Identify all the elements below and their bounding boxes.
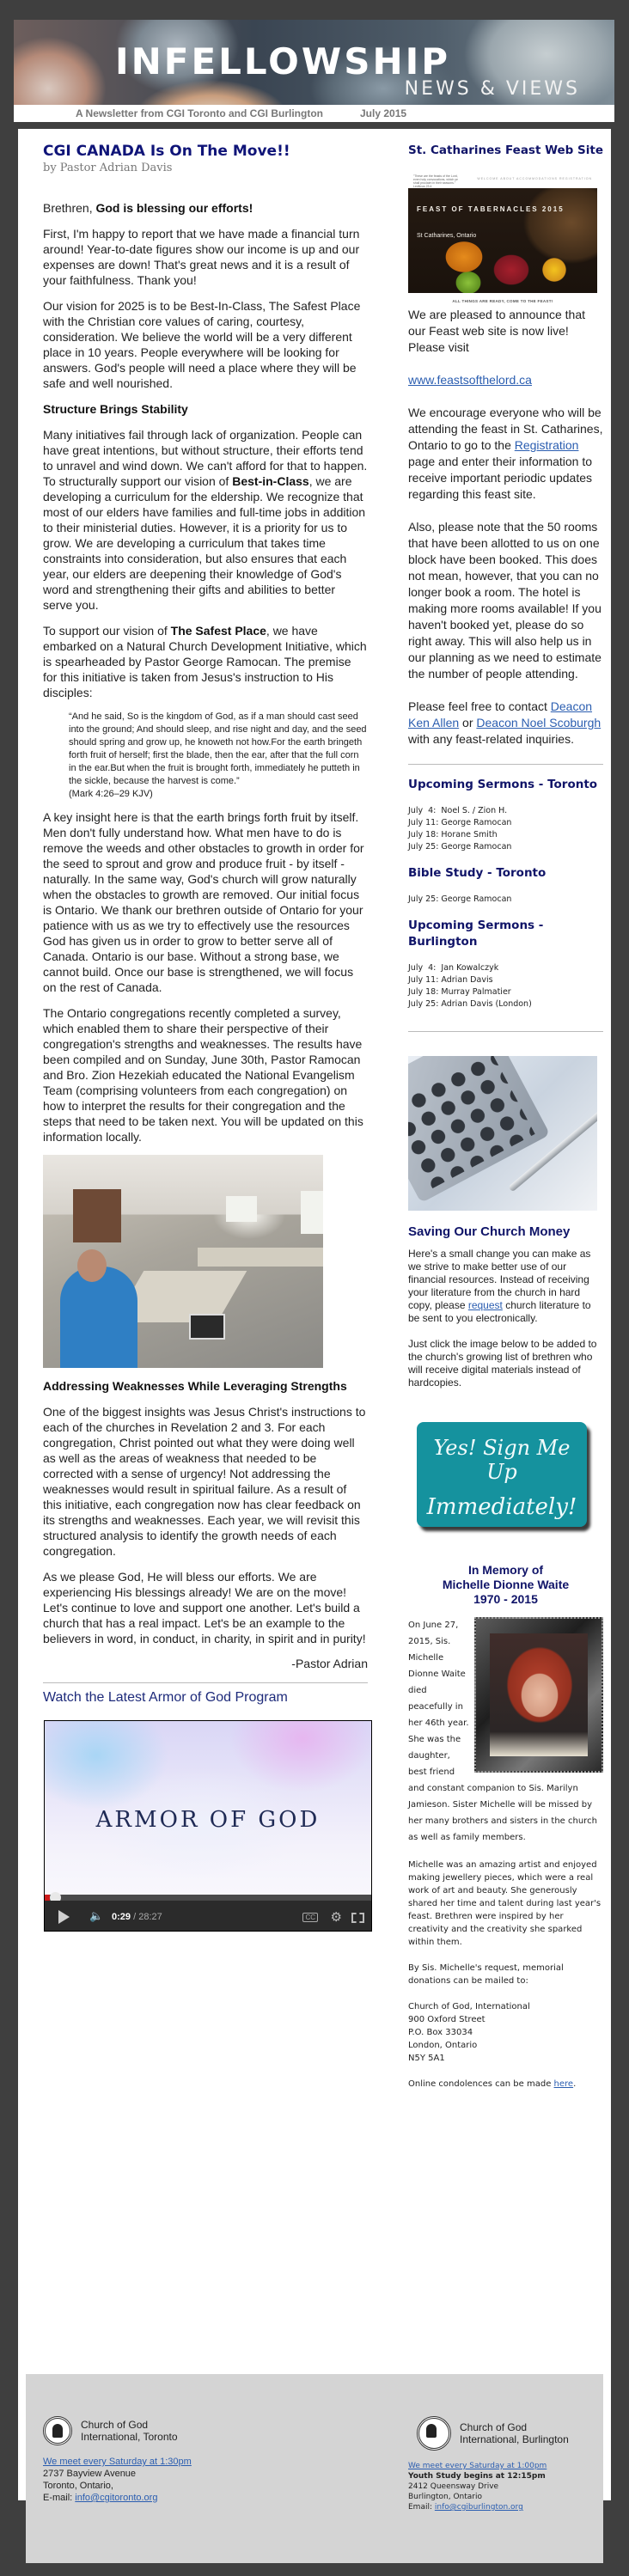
schedule-item: July 4: Noel S. / Zion H. (408, 806, 508, 815)
settings-gear-icon[interactable]: ⚙ (330, 1910, 342, 1925)
subheading-structure: Structure Brings Stability (43, 402, 188, 416)
registration-link[interactable]: Registration (514, 438, 579, 452)
sign-up-line1: Yes! Sign Me Up (433, 1436, 571, 1484)
paragraph-text: , we have embarked on a Natural Church Development Initiative, which is spearheaded by Pastor George Ramocan. The premise for this initiative is taken from Jesus's instruction to His disciples: (43, 624, 367, 699)
schedule-item: July 4: Jan Kowalczyk (408, 963, 499, 973)
paragraph (43, 427, 368, 613)
burlington-address: 2412 Queensway Drive (408, 2482, 499, 2491)
time-separator: / (131, 1912, 139, 1922)
article-byline: by Pastor Adrian Davis (43, 162, 173, 174)
toronto-church-name (81, 2419, 178, 2443)
sermons-burlington-list (408, 962, 603, 1010)
subheading-weaknesses: Addressing Weaknesses While Leveraging Strengths (43, 1379, 347, 1393)
current-time: 0:29 (112, 1912, 131, 1922)
paragraph-text: Online condolences can be made (408, 2079, 554, 2089)
paragraph-text: church literature to be sent to you electronically. (408, 1299, 591, 1324)
church-name-line: International, Burlington (460, 2433, 569, 2445)
schedule-item: July 18: Murray Palmatier (408, 987, 511, 997)
feast-site-links: WELCOME ABOUT ACCOMMODATIONS REGISTRATION (477, 177, 592, 180)
paragraph: First, I'm happy to report that we have made a financial turn around! Year-to-date figures show our income is up and our expenses are down! That's great news and it is a result of your faithfulness. Thank you! (43, 227, 360, 287)
money-paragraph (408, 1248, 603, 1325)
feast-paragraph: We are pleased to announce that our Feast web site is now live! Please visit (408, 308, 586, 354)
condolences-link[interactable]: here (553, 2079, 574, 2089)
video-player[interactable] (44, 1720, 372, 1932)
calculator-image (408, 1056, 597, 1211)
email-label: Email: (408, 2503, 435, 2512)
greeting-bold: God is blessing our efforts! (95, 201, 253, 215)
sign-me-up-button[interactable] (417, 1422, 590, 1532)
feast-heading: St. Catharines Feast Web Site (408, 143, 604, 157)
address-line: 900 Oxford Street (408, 2015, 485, 2024)
emphasis: Best-in-Class (232, 474, 309, 488)
sign-up-line2: Immediately! (426, 1494, 577, 1520)
memorial-heading-line: In Memory of (467, 1563, 544, 1577)
paragraph: As we please God, He will bless our efforts. We are experiencing His blessings already! We are on the move! Let's continue to love and support one another. Let's build a church that has a real impact. Let's be an example to the believers in word, in conduct, in charity, in spirit and in purity! (43, 1570, 366, 1645)
burlington-meeting-link[interactable]: We meet every Saturday at 1:00pm (408, 2462, 547, 2470)
bible-study-heading: Bible Study - Toronto (408, 866, 547, 880)
memorial-paragraph: Michelle was an amazing artist and enjoyed making jewellery pieces, which were a real work of art and beauty. She generously shared her time and talent during last year's feast. Brethren were inspired by her creativity and the creativity she sparked within them. (408, 1860, 602, 1947)
schedule-item: July 25: Adrian Davis (London) (408, 999, 532, 1009)
feast-hero-image (408, 188, 597, 293)
feast-hero-location: St Catharines, Ontario (417, 233, 477, 239)
feast-paragraph (408, 405, 603, 503)
address-line: Church of God, International (408, 2002, 530, 2011)
toronto-logo (43, 2416, 266, 2445)
quote-reference: (Mark 4:26–29 KJV) (69, 789, 153, 799)
feast-link-line (408, 372, 603, 388)
divider (408, 1031, 603, 1032)
banner-title: INFELLOWSHIP (115, 40, 451, 82)
quote-text: “And he said, So is the kingdom of God, as if a man should cast seed into the ground; And should sleep, and rise night and day, and the seed should spring and grow up, he knoweth not how.For the earth bringeth forth fruit of herself; first the blade, then the ear, after that the full corn in the ear.But when the fruit is brought forth, immediately he putteth in the sickle, because the harvest is come.” (69, 711, 367, 786)
money-heading: Saving Our Church Money (408, 1224, 571, 1239)
sermons-burlington-heading: Upcoming Sermons - Burlington (408, 919, 544, 949)
newsletter-banner (14, 20, 614, 105)
emphasis: The Safest Place (170, 624, 266, 638)
toronto-meeting-link[interactable]: We meet every Saturday at 1:30pm (43, 2457, 192, 2467)
contact-ken-allen-link[interactable]: Deacon Ken Allen (408, 699, 593, 729)
paragraph-text: page and enter their information to receive important periodic updates regarding this feast site. (408, 455, 593, 501)
burlington-logo (417, 2416, 597, 2451)
fullscreen-icon[interactable] (351, 1913, 364, 1923)
sermons-toronto-list (408, 805, 603, 853)
signature: -Pastor Adrian (291, 1657, 368, 1670)
memorial-heading (408, 1563, 603, 1607)
greeting-text: Brethren, (43, 201, 96, 215)
schedule-item: July 25: George Ramocan (408, 894, 512, 904)
contact-noel-scoburgh-link[interactable]: Deacon Noel Scoburgh (476, 716, 602, 729)
memorial-text (408, 1617, 603, 2091)
sidebar (408, 143, 603, 2103)
paragraph-text: Please feel free to contact (408, 699, 551, 713)
footer (26, 2374, 603, 2563)
paragraph (43, 623, 368, 700)
article-title: CGI CANADA Is On The Move!! (43, 143, 290, 160)
paragraph: One of the biggest insights was Jesus Christ's instructions to each of the churches in Revelation 2 and 3. For each congregation, Christ pointed out what they were doing well as well as the areas of weakness that needed to be corrected with a sense of urgency! Not addressing the weaknesses would result in spiritual failure. As a result of this initiative, each congregation now has clear feedback on its strengths and weaknesses. Each year, we will revisit this structured analysis to identify the growth needs of each congregation. (43, 1405, 366, 1558)
footer-toronto (43, 2416, 266, 2504)
address-line: N5Y 5A1 (408, 2054, 445, 2063)
feast-website-screenshot[interactable] (408, 171, 597, 303)
tagline: A Newsletter from CGI Toronto and CGI Burlington (76, 107, 323, 119)
paragraph-text: Many initiatives fail through lack of organization. People can have great intentions, but without structure, their efforts tend to unravel and wind down. We can't afford for that to happen. To structurally support our vision of (43, 428, 368, 488)
memorial-name: Michelle Dionne Waite (442, 1578, 570, 1591)
scripture-quote (69, 711, 368, 801)
paragraph: The Ontario congregations recently completed a survey, which enabled them to share their perspective of their congregation's strengths and weaknesses. The results have been compiled and on Sunday, June 30th, Pastor Ramocan and Bro. Zion Hezekiah educated the National Evangelism Team (comprising volunteers from each congregation) on how to interpret the results for their congregation and the steps that need to be taken next. You will be updated on this information locally. (43, 1006, 363, 1144)
play-icon[interactable] (58, 1910, 70, 1924)
burlington-email-link[interactable]: info@cgiburlington.org (434, 2503, 523, 2512)
paragraph-text: To support our vision of (43, 624, 171, 638)
toronto-address: 2737 Bayview Avenue (43, 2469, 137, 2479)
feast-site-link[interactable]: www.feastsofthelord.ca (408, 373, 532, 387)
memorial-paragraph: On June 27, 2015, Sis. Michelle Dionne Waite died peacefully in her 46th year. She was the daughter, best friend and constant companion to Sis. Marilyn Jamieson. Sister Michelle will be missed by her many brothers and sisters in the church as well as family members. (408, 1621, 597, 1842)
toronto-city: Toronto, Ontario, (43, 2481, 113, 2491)
meeting-photo (43, 1155, 323, 1368)
request-link[interactable]: request (467, 1299, 503, 1311)
memorial-address (408, 2000, 603, 2065)
footer-burlington (408, 2416, 597, 2512)
sermons-toronto-heading: Upcoming Sermons - Toronto (408, 778, 598, 791)
paragraph-text: Here's a small change you can make as we strive to make better use of our financial resources. Instead of receiving your literature from the church in hard copy, please (408, 1248, 591, 1311)
video-time (112, 1912, 162, 1922)
paragraph-text: We encourage everyone who will be attending the feast in St. Catharines, Ontario to go to the (408, 406, 603, 452)
address-line: London, Ontario (408, 2041, 478, 2050)
feast-site-nav (408, 171, 597, 186)
address-line: P.O. Box 33034 (408, 2028, 473, 2037)
paragraph: Our vision for 2025 is to be Best-In-Class, The Safest Place with the Christian core values of caring, courtesy, consideration. We believe the world will be a very different place in 10 years. People everywhere will be looking for answers. God's people will need a place where they will be safe and well nourished. (43, 299, 361, 390)
banner-subtitle: NEWS & VIEWS (404, 78, 580, 100)
paragraph-text: , we are developing a curriculum for the eldership. We recognize that most of our elders have families and full-time jobs in addition to their ministerial duties. However, it is a priority for us to grow. We are developing a curriculum that takes time constraints into consideration, but also ensures that each year, our elders are deepening their knowledge of God's word and strengthening their gifts and abilities to better serve you. (43, 474, 366, 612)
main-article (43, 143, 368, 1932)
church-seal-icon (417, 2416, 451, 2451)
memorial-years: 1970 - 2015 (473, 1592, 538, 1606)
paragraph: A key insight here is that the earth brings forth fruit by itself. Men don't fully understand how. What men have to do is remove the weeds and other obstacles to growth in order for the seed to sprout and grow and produce fruit - by itself - naturally. In the same way, God's church will grow naturally when the obstacles to growth are removed. Our initial focus is Ontario. We thank our brethren outside of Ontario for your patience with us as we try to effectively use the resources God has given us in order to grow to better serve all of Canada. Ontario is our base. Without a strong base, we cannot build. Once our base is strengthened, we will focus on the rest of Canada. (43, 810, 364, 994)
schedule-item: July 11: George Ramocan (408, 818, 512, 827)
feast-hero-caption: ALL THINGS ARE READY, COME TO THE FEAST! (452, 299, 553, 303)
video-thumbnail-title: ARMOR OF GOD (95, 1807, 321, 1833)
video-progress-bar[interactable] (45, 1895, 371, 1901)
issue-date: July 2015 (360, 107, 407, 119)
feast-paragraph: Also, please note that the 50 rooms that have been allotted to us on one block have been booked. This does not mean, however, that you can no longer book a room. The hotel is making more rooms available! If you haven't booked yet, please do so right away. This will also help us in our planning as we need to estimate the number of people attending. (408, 520, 602, 681)
memorial-portrait (490, 1633, 588, 1756)
memorial-paragraph (408, 2078, 603, 2091)
feast-hero-title: FEAST OF TABERNACLES 2015 (417, 205, 565, 213)
sign-up-image (417, 1422, 587, 1527)
burlington-city: Burlington, Ontario (408, 2493, 482, 2501)
burlington-info (408, 2461, 597, 2512)
video-duration: 28:27 (138, 1912, 162, 1922)
email-label: E-mail: (43, 2493, 76, 2503)
divider (43, 1682, 368, 1683)
schedule-item: July 25: George Ramocan (408, 842, 512, 852)
bible-study-list (408, 894, 603, 906)
burlington-church-name (460, 2421, 569, 2445)
church-name-line: International, Toronto (81, 2431, 178, 2443)
feast-paragraph (408, 699, 603, 748)
video-heading: Watch the Latest Armor of God Program (43, 1690, 288, 1705)
toronto-email-link[interactable]: info@cgitoronto.org (75, 2493, 158, 2503)
schedule-item: July 18: Horane Smith (408, 830, 498, 839)
church-seal-icon (43, 2416, 72, 2445)
memorial-paragraph: By Sis. Michelle's request, memorial donations can be mailed to: (408, 1963, 564, 1986)
captions-button[interactable]: CC (302, 1913, 318, 1922)
volume-icon[interactable]: 🔈 (89, 1909, 104, 1922)
paragraph-text: . (573, 2079, 577, 2089)
feast-site-quote: "These are the feasts of the Lord, even holy convocations, which ye shall proclaim in their seasons." Leviticus 23:4 (413, 174, 458, 188)
divider (408, 764, 603, 765)
video-controls (45, 1901, 371, 1931)
youth-study-time: Youth Study begins at 12:15pm (408, 2472, 546, 2481)
paragraph-text: or (459, 716, 477, 729)
newsletter-body (18, 129, 611, 2500)
toronto-info (43, 2456, 266, 2504)
church-name-line: Church of God (460, 2421, 528, 2433)
tagline-bar (14, 105, 614, 122)
money-paragraph: Just click the image below to be added to the church's growing list of brethren who will receive digital materials instead of hardcopies. (408, 1338, 597, 1389)
church-name-line: Church of God (81, 2419, 149, 2431)
memorial-portrait-frame (474, 1617, 603, 1773)
greeting (43, 200, 368, 216)
schedule-item: July 11: Adrian Davis (408, 975, 493, 985)
paragraph-text: with any feast-related inquiries. (408, 732, 574, 746)
